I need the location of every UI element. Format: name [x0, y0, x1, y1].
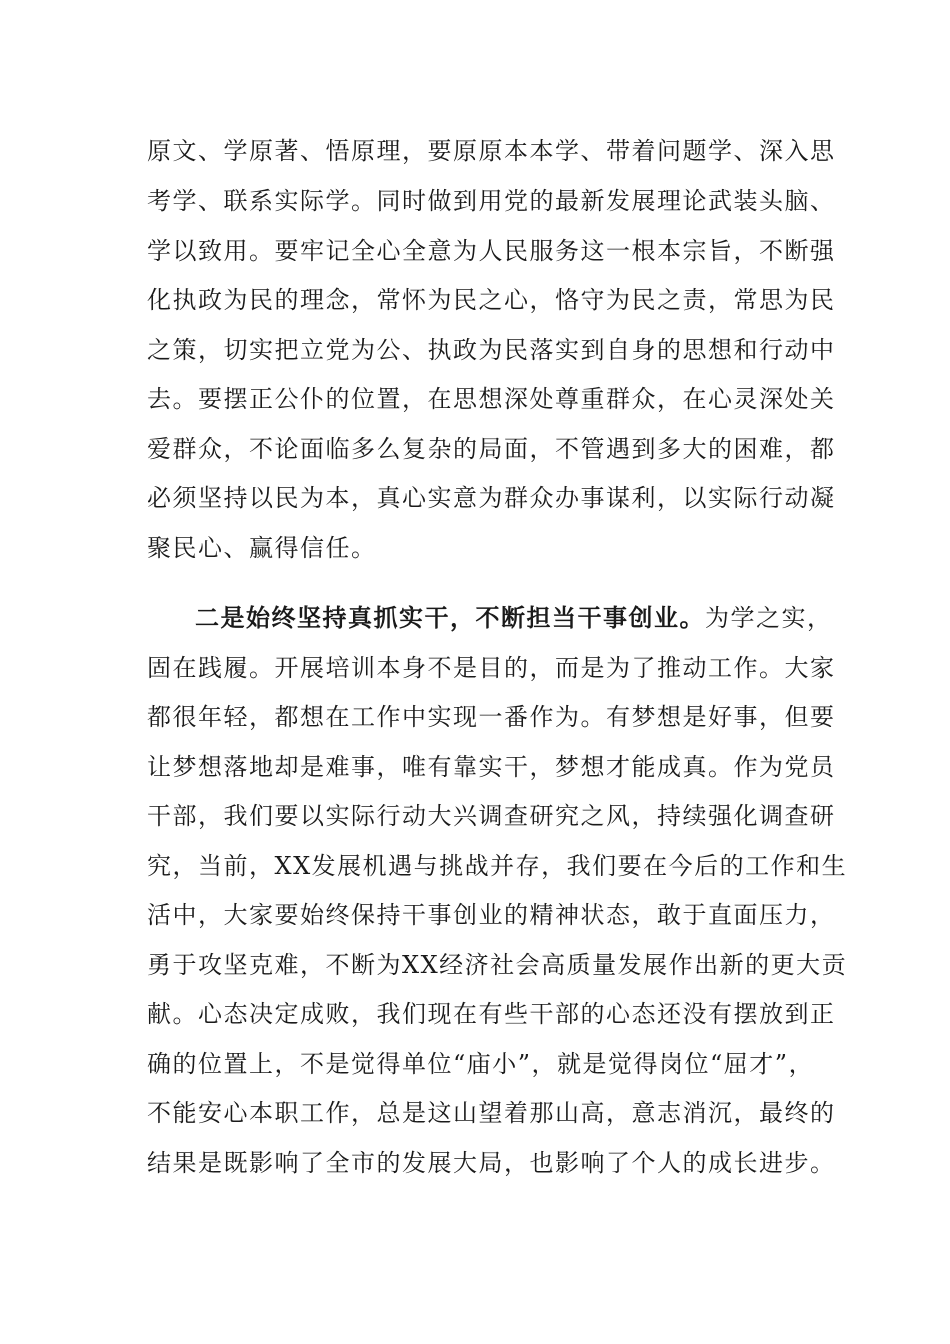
paragraph-2-line-5: 干部，我们要以实际行动大兴调查研究之风，持续强化调查研 [147, 802, 836, 830]
paragraph-1-line-3: 学以致用。要牢记全心全意为人民服务这一根本宗旨，不断强 [147, 237, 836, 265]
paragraph-2-line-9: 献。心态决定成败，我们现在有些干部的心态还没有摆放到正 [147, 1000, 836, 1028]
paragraph-2-line-3: 都很年轻，都想在工作中实现一番作为。有梦想是好事，但要 [147, 703, 836, 731]
paragraph-2-heading: 二是始终坚持真抓实干，不断担当干事创业。 [195, 603, 705, 632]
paragraph-1-line-4: 化执政为民的理念，常怀为民之心，恪守为民之责，常思为民 [147, 286, 836, 314]
paragraph-1-line-9: 聚民心、赢得信任。 [147, 534, 377, 562]
paragraph-2-line-6: 究，当前，XX发展机遇与挑战并存，我们要在今后的工作和生 [147, 852, 848, 880]
paragraph-2-line-11: 不能安心本职工作，总是这山望着那山高，意志消沉，最终的 [147, 1099, 836, 1127]
paragraph-1-line-2: 考学、联系实际学。同时做到用党的最新发展理论武装头脑、 [147, 187, 836, 215]
paragraph-2-line-1 [195, 600, 833, 636]
paragraph-1-line-7: 爱群众，不论面临多么复杂的局面，不管遇到多大的困难，都 [147, 435, 836, 463]
paragraph-1-line-8: 必须坚持以民为本，真心实意为群众办事谋利，以实际行动凝 [147, 484, 836, 512]
paragraph-2-line-12: 结果是既影响了全市的发展大局，也影响了个人的成长进步。 [147, 1149, 836, 1177]
paragraph-2-line-4: 让梦想落地却是难事，唯有靠实干，梦想才能成真。作为党员 [147, 753, 836, 781]
paragraph-2-line-10: 确的位置上，不是觉得单位“庙小”，就是觉得岗位“屈才”， [147, 1050, 815, 1078]
paragraph-2-line-7: 活中，大家要始终保持干事创业的精神状态，敢于直面压力， [147, 901, 836, 929]
paragraph-2-line-8: 勇于攻坚克难，不断为XX经济社会高质量发展作出新的更大贡 [147, 951, 848, 979]
paragraph-1-line-6: 去。要摆正公仆的位置，在思想深处尊重群众，在心灵深处关 [147, 385, 836, 413]
paragraph-1-line-5: 之策，切实把立党为公、执政为民落实到自身的思想和行动中 [147, 336, 836, 364]
paragraph-2-line-2: 固在践履。开展培训本身不是目的，而是为了推动工作。大家 [147, 654, 836, 682]
paragraph-1-line-1: 原文、学原著、悟原理，要原原本本学、带着问题学、深入思 [147, 137, 836, 165]
paragraph-2-lead-text: 为学之实， [705, 604, 833, 632]
